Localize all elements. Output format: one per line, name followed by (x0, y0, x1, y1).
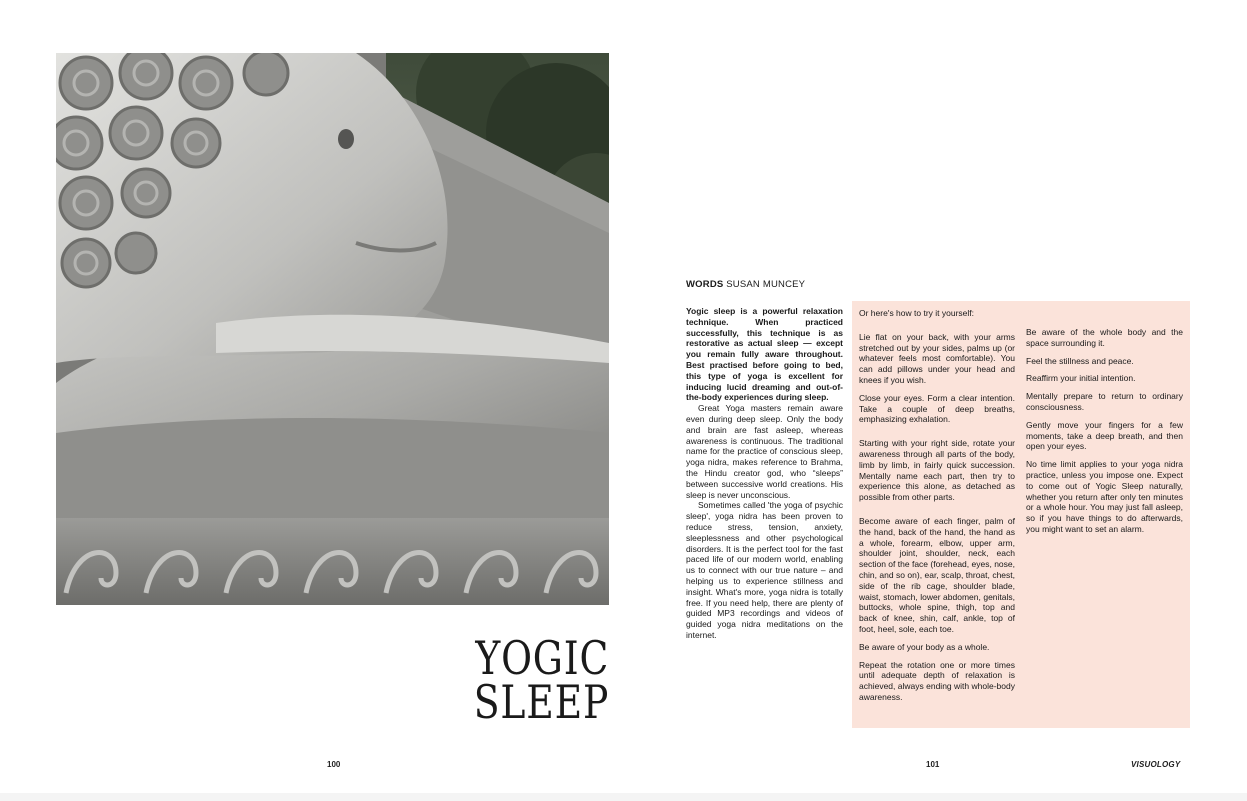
page-number-right: 101 (926, 760, 940, 769)
body-paragraph: Great Yoga masters remain aware even during deep sleep. Only the body and brain are fast asleep, whereas awareness is continuous. The traditional name for the practice of conscious sleep, yoga nidra, makes reference to Brahma, the Hindu creator god, who “sleeps” between successive world creations. His sleep is never unconscious. (686, 403, 843, 500)
title-line-1: YOGIC (475, 631, 609, 685)
instruction-item: Reaffirm your initial intention. (1026, 373, 1136, 384)
instruction-item: Or here's how to try it yourself: (859, 308, 974, 318)
byline (686, 279, 805, 290)
buddha-photo (56, 53, 609, 605)
instruction-item: Lie flat on your back, with your arms stretched out by your sides, palms up (or whatever feels most comfortable). You can add pillows under your head and knees if you wish. (859, 331, 1015, 385)
instruction-item: Starting with your right side, rotate your awareness through all parts of the body, limb by limb, in fairly quick succession. Mentally name each part, then try to experience this alone, as detached as possible from other parts. (859, 438, 1015, 503)
instructions-column-1 (859, 308, 1015, 710)
page-number-left: 100 (327, 760, 341, 769)
instruction-item: Become aware of each finger, palm of the hand, back of the hand, the hand as a whole, forearm, elbow, upper arm, shoulder joint, shoulder, neck, each section of the face (forehead, eyes, nose, chin, and so on), ear, scalp, throat, chest, side of the rib cage, shoulder blade, waist, stomach, lower abdomen, genitals, buttocks, whole spine, thigh, top and back of knee, shin, calf, ankle, top of foot, heel, sole, each toe. (859, 515, 1015, 634)
reclining-buddha-illustration (56, 53, 609, 605)
instructions-column-2 (1026, 327, 1183, 542)
instruction-item: Repeat the rotation one or more times until adequate depth of relaxation is achieved, always ending with whole-body awareness. (859, 659, 1015, 702)
title-line-2: SLEEP (473, 675, 609, 729)
instruction-item: Feel the stillness and peace. (1026, 355, 1134, 366)
instruction-item: Be aware of the whole body and the space surrounding it. (1026, 327, 1183, 348)
instruction-item: Gently move your fingers for a few moments, take a deep breath, and then open your eyes. (1026, 419, 1183, 452)
instruction-item: No time limit applies to your yoga nidra practice, unless you impose one. Expect to come out of Yogic Sleep naturally, whether you return after only ten minutes or a whole hour. You may just fall asleep, so if you have things to do afterwards, you might want to set an alarm. (1026, 459, 1183, 534)
instruction-item: Be aware of your body as a whole. (859, 641, 990, 652)
instruction-item: Mentally prepare to return to ordinary consciousness. (1026, 391, 1183, 412)
article-body (686, 306, 843, 641)
magazine-brand: VISUOLOGY (1131, 760, 1181, 769)
instruction-item: Close your eyes. Form a clear intention. Take a couple of deep breaths, emphasizing exhalation. (859, 392, 1015, 425)
lead-paragraph: Yogic sleep is a powerful relaxation technique. When practiced successfully, this technique is as restorative as actual sleep — except you remain fully aware throughout. Best practised before going to bed, this type of yoga is excellent for inducing lucid dreaming and out-of-the-body experiences during sleep. (686, 306, 843, 403)
body-paragraph: Sometimes called 'the yoga of psychic sleep', yoga nidra has been proven to reduce stress, tension, anxiety, sleeplessness and other psychological disorders. It is the perfect tool for the fast paced life of our modern world, enabling us to connect with our true nature – and helping us to experience stillness and insight. What's more, yoga nidra is totally free. If you need help, there are plenty of guided MP3 recordings and videos of guided yoga nidra meditations on the internet. (686, 500, 843, 640)
instructions-box (852, 301, 1190, 728)
bottom-band (0, 793, 1247, 801)
article-title (473, 631, 609, 729)
byline-author: SUSAN MUNCEY (726, 279, 806, 290)
statue-base (56, 518, 609, 605)
byline-label: WORDS (686, 279, 724, 290)
